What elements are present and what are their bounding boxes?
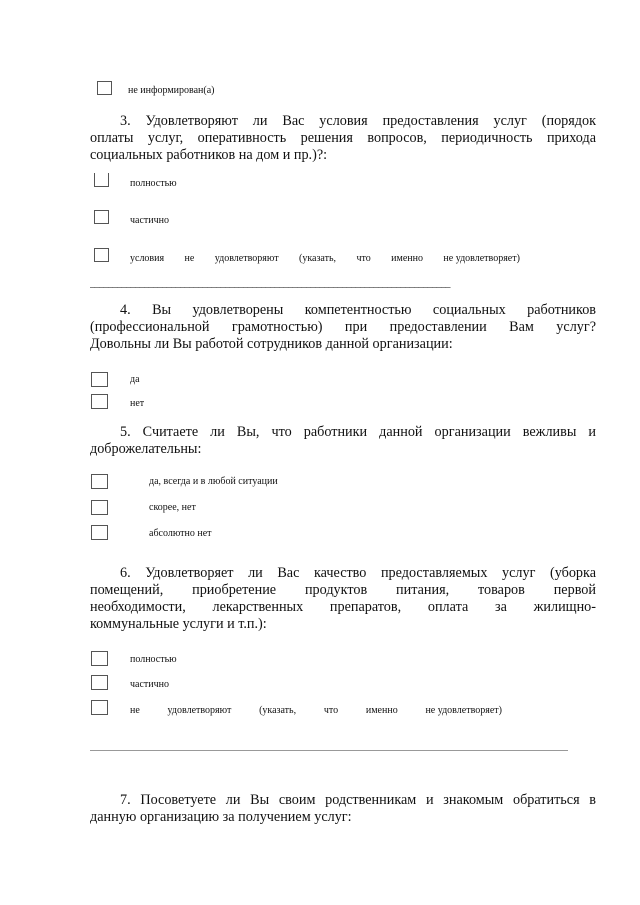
question-3 — [90, 113, 596, 164]
option-word: именно — [391, 253, 423, 264]
question-text-line: Довольны ли Вы работой сотрудников данной организации: — [90, 336, 453, 352]
option-word: что — [323, 705, 339, 716]
question-text-line: помещений, приобретение продуктов питания, товаров первой — [90, 582, 596, 598]
question-text-line: 7. Посоветуете ли Вы своим родственникам и знакомым обратиться в — [120, 792, 596, 808]
option-word: (указать, — [259, 705, 297, 716]
question-text-line: оплаты услуг, оперативность решения вопросов, периодичность прихода — [90, 130, 596, 146]
question-4 — [90, 302, 596, 353]
option-label: абсолютно нет — [149, 528, 212, 539]
option-word: именно — [365, 705, 398, 716]
option-label: частично — [130, 215, 170, 226]
option-label: полностью — [130, 654, 177, 665]
question-text-line: 5. Считаете ли Вы, что работники данной организации вежливы и — [120, 424, 596, 440]
question-text-line: необходимости, лекарственных препаратов, оплата за жилищно- — [90, 599, 596, 615]
question-7 — [90, 792, 596, 826]
option-word: удовлетворяют — [214, 253, 279, 264]
question-6 — [90, 565, 596, 633]
option-word: условия — [130, 253, 165, 264]
option-word: не удовлетворяет) — [443, 253, 520, 264]
checkbox-rather-no[interactable] — [91, 500, 108, 515]
fill-in-line[interactable] — [90, 750, 568, 751]
question-text-line: социальных работников на дом и пр.)?: — [90, 147, 328, 163]
question-text-line: 6. Удовлетворяет ли Вас качество предоставляемых услуг (уборка — [120, 565, 596, 581]
option-label: да, всегда и в любой ситуации — [149, 476, 278, 487]
option-word: не — [130, 705, 140, 716]
question-text-line: доброжелательны: — [90, 441, 202, 457]
question-text-line: 4. Вы удовлетворены компетентностью социальных работников — [120, 302, 596, 318]
checkbox-always[interactable] — [91, 474, 108, 489]
option-label-not-satisfied — [130, 705, 502, 716]
question-text-line: данную организацию за получением услуг: — [90, 809, 352, 825]
checkbox-partially[interactable] — [94, 210, 109, 224]
checkbox-not-satisfied[interactable] — [91, 700, 108, 715]
checkbox-partially[interactable] — [91, 675, 108, 690]
question-5 — [90, 424, 596, 458]
option-word: удовлетворяют — [167, 705, 232, 716]
option-word: не удовлетворяет) — [425, 705, 502, 716]
checkbox-fully[interactable] — [91, 651, 108, 666]
checkbox-absolutely-not[interactable] — [91, 525, 108, 540]
question-text-line: коммунальные услуги и т.п.): — [90, 616, 267, 632]
checkbox-no[interactable] — [91, 394, 108, 409]
option-word: что — [356, 253, 371, 264]
option-label: да — [130, 374, 140, 385]
option-label: полностью — [130, 178, 177, 189]
checkbox-yes[interactable] — [91, 372, 108, 387]
option-label: не информирован(а) — [128, 85, 215, 96]
option-label-not-satisfied — [130, 253, 520, 264]
fill-in-line[interactable]: ________________________________________________________________________________ — [90, 278, 450, 289]
question-text-line: 3. Удовлетворяют ли Вас условия предоставления услуг (порядок — [120, 113, 596, 129]
checkbox-fully[interactable] — [94, 173, 109, 187]
checkbox-not-informed[interactable] — [97, 81, 112, 95]
option-word: не — [184, 253, 195, 264]
option-label: скорее, нет — [149, 502, 196, 513]
option-label: нет — [130, 398, 145, 409]
option-label: частично — [130, 679, 170, 690]
option-word: (указать, — [298, 253, 337, 264]
checkbox-not-satisfied[interactable] — [94, 248, 109, 262]
question-text-line: (профессиональной грамотностью) при предоставлении Вам услуг? — [90, 319, 596, 335]
